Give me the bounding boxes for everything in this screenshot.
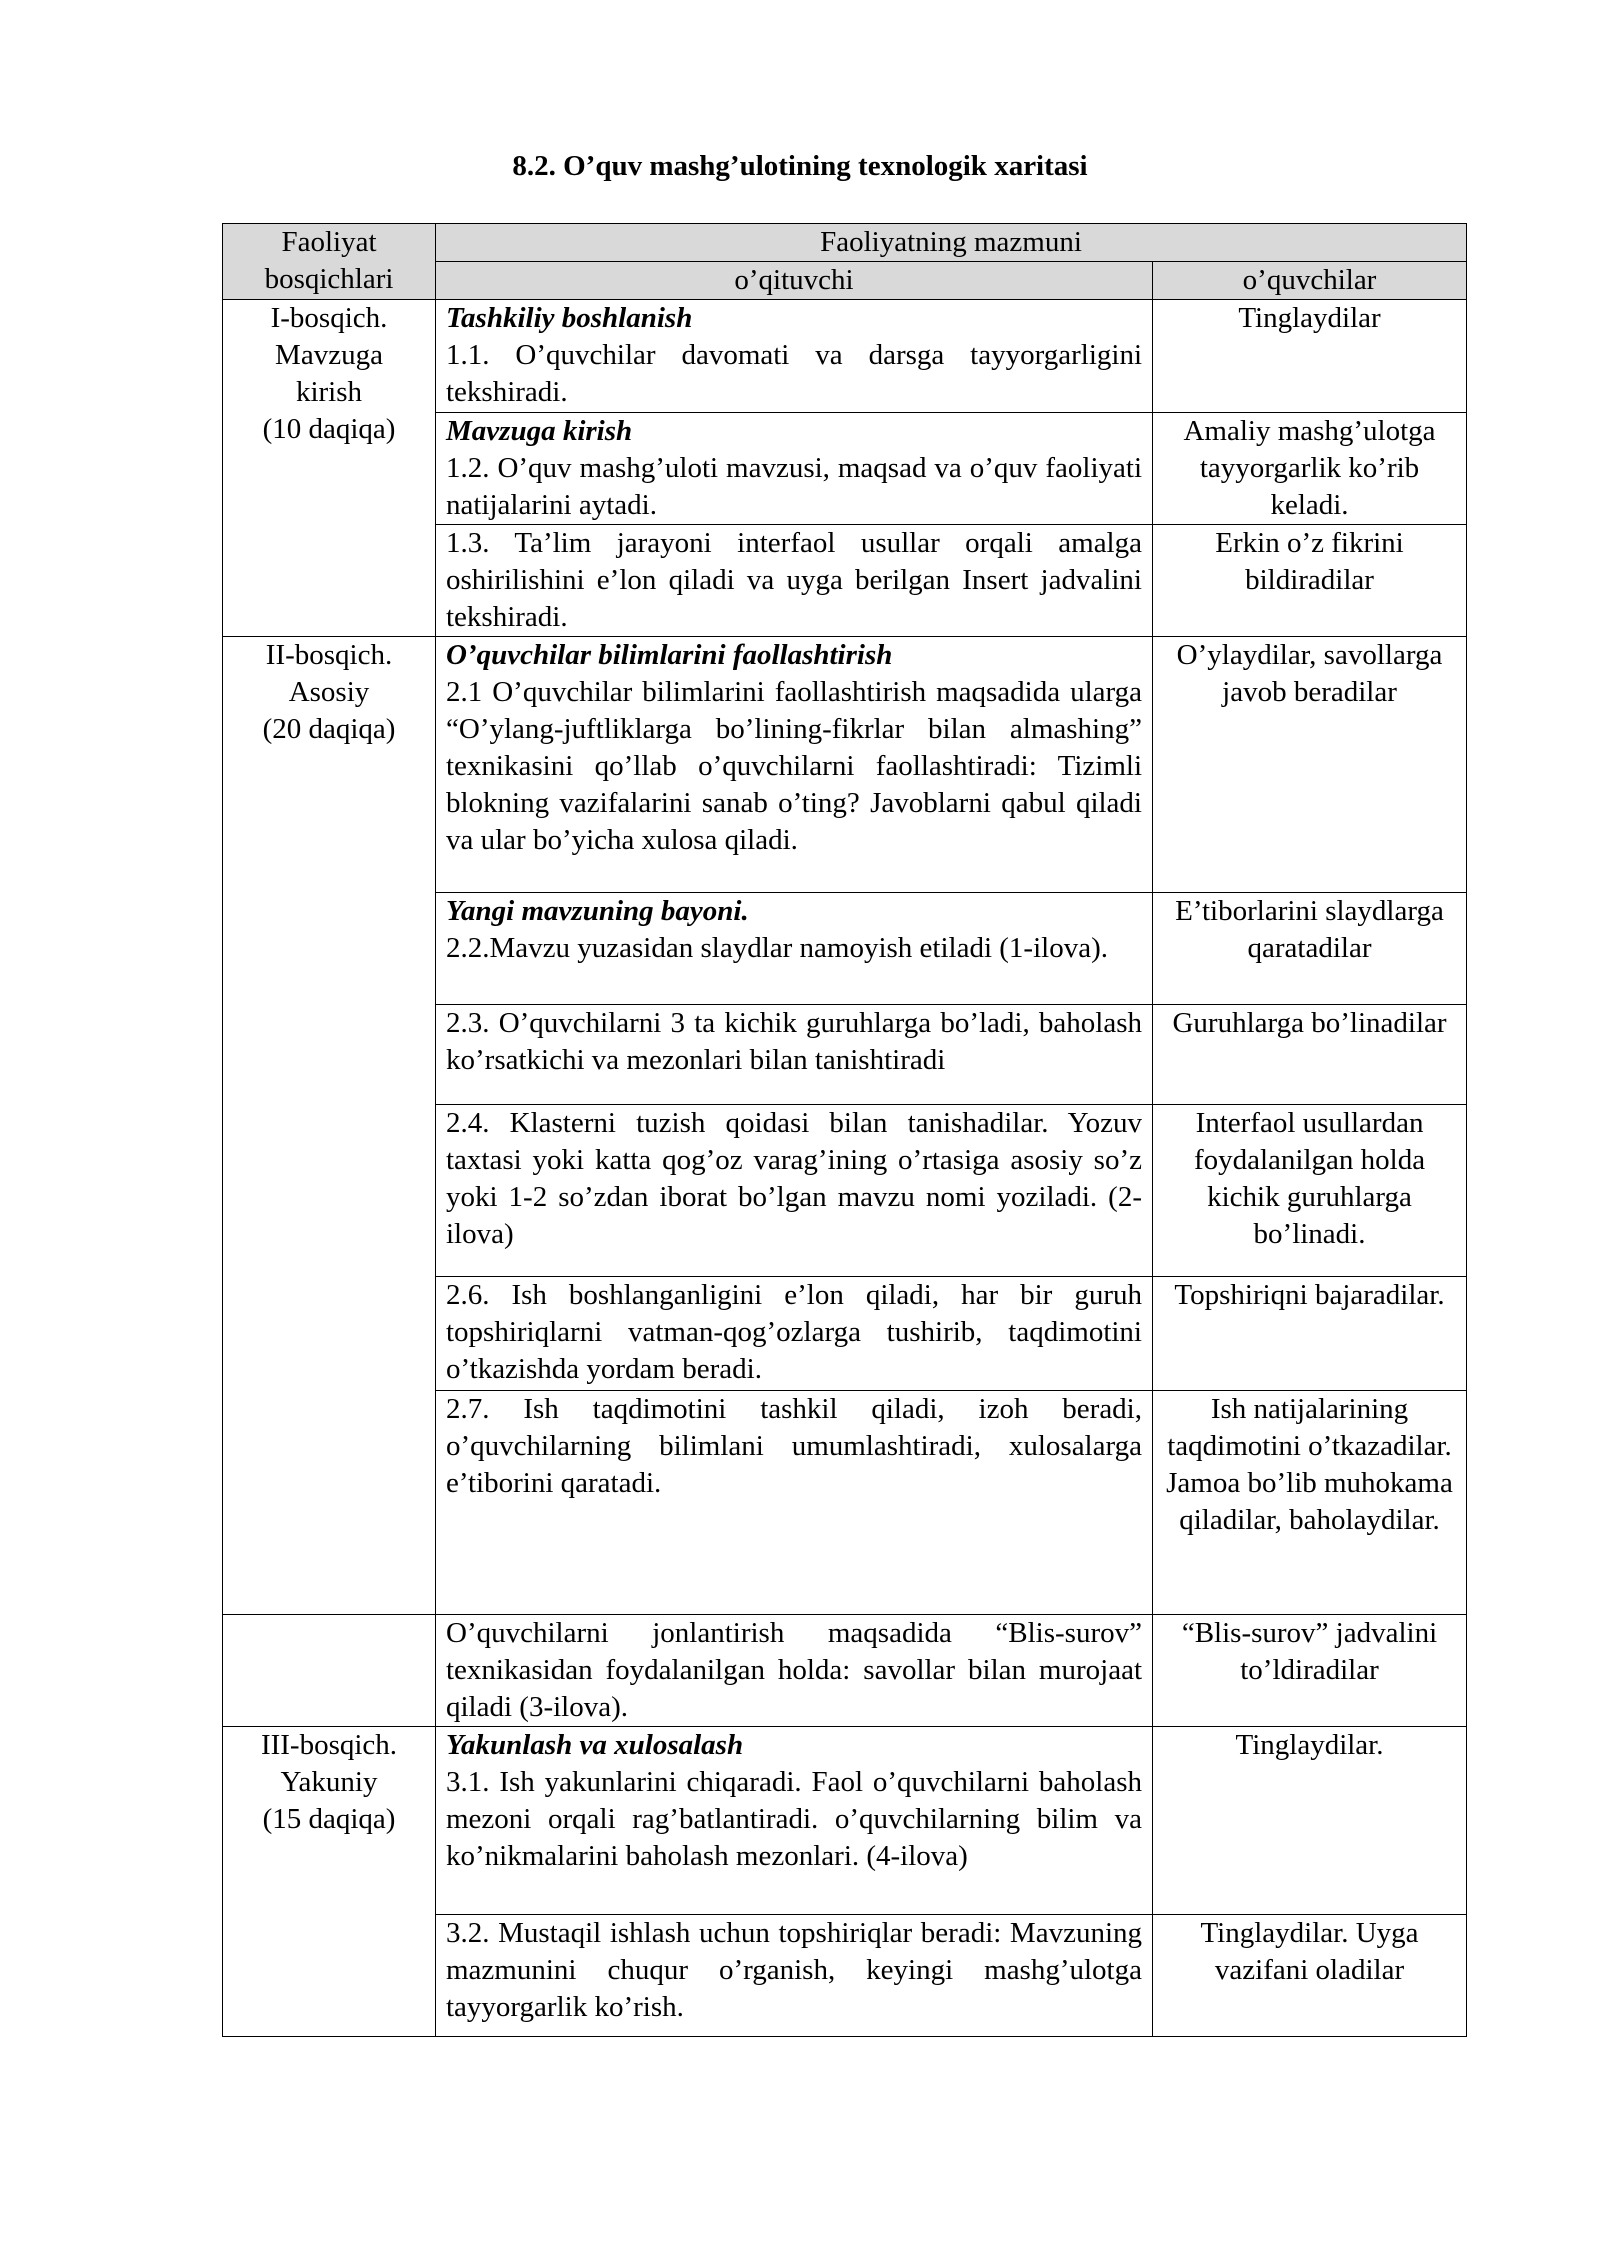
stage-cell-1 [223,300,436,637]
header-row-1 [223,224,1467,262]
pupil-activity-cell: E’tiborlarini slaydlarga qaratadilar [1153,893,1467,1005]
stage-line: (15 daqiqa) [262,1803,396,1835]
header-teacher-cell: o’qituvchi [436,262,1153,300]
teacher-activity-cell [436,1005,1153,1105]
header-pupils-cell: o’quvchilar [1153,262,1467,300]
activity-heading: Yangi mavzuning bayoni. [446,895,749,927]
teacher-activity-cell [436,1727,1153,1915]
header-stages-cell [223,224,436,300]
teacher-activity-cell [436,893,1153,1005]
stage-line: (10 daqiqa) [262,413,396,445]
teacher-activity-cell [436,525,1153,637]
activity-heading: Mavzuga kirish [446,415,633,447]
teacher-activity-cell [436,1391,1153,1615]
teacher-activity-cell [436,1915,1153,2037]
stage-cell-empty [223,1615,436,1727]
technology-map-table [222,223,1467,2037]
activity-text: 3.1. Ish yakunlarini chiqaradi. Faol o’quvchilarni baholash mezoni orqali rag’batlantiradi. o’quvchilarning bilim va ko’nikmalarini baholash mezonlari. (4-ilova) [446,1766,1142,1872]
pupil-activity-cell: Interfaol usullardan foydalanilgan holda kichik guruhlarga bo’linadi. [1153,1105,1467,1277]
stage-line: Mavzuga [275,339,383,371]
pupil-activity-cell: Guruhlarga bo’linadilar [1153,1005,1467,1105]
pupil-activity-cell: O’ylaydilar, savollarga javob beradilar [1153,637,1467,893]
activity-text: 1.1. O’quvchilar davomati va darsga tayyorgarligini tekshiradi. [446,339,1142,408]
activity-text: 2.3. O’quvchilarni 3 ta kichik guruhlarga bo’ladi, baholash ko’rsatkichi va mezonlari bilan tanishtiradi [446,1007,1142,1076]
activity-text: O’quvchilarni jonlantirish maqsadida “Blis-surov” texnikasidan foydalanilgan holda: savollar bilan murojaat qiladi (3-ilova). [446,1617,1142,1723]
activity-text: 2.7. Ish taqdimotini tashkil qiladi, izoh beradi, o’quvchilarning bilimlani umumlashtiradi, xulosalarga e’tiborini qaratadi. [446,1393,1142,1499]
stage-line: II-bosqich. [265,639,393,671]
teacher-activity-cell [436,1105,1153,1277]
pupil-activity-cell: Topshiriqni bajaradilar. [1153,1277,1467,1391]
stage-line: Asosiy [288,676,370,708]
table-row [223,1615,1467,1727]
stage-cell-2 [223,637,436,1615]
document-title: 8.2. O’quv mashg’ulotining texnologik xaritasi [512,150,1088,182]
activity-text: 2.6. Ish boshlanganligini e’lon qiladi, har bir guruh topshiriqlarni vatman-qog’ozlarga tushirib, taqdimotini o’tkazishda yordam beradi. [446,1279,1142,1385]
header-stages-line: bosqichlari [264,263,394,295]
teacher-activity-cell [436,637,1153,893]
table-row [223,300,1467,413]
activity-text: 3.2. Mustaqil ishlash uchun topshiriqlar beradi: Mavzuning mazmunini chuqur o’rganish, keyingi mashg’ulotga tayyorgarlik ko’rish. [446,1917,1142,2023]
stage-cell-3 [223,1727,436,2037]
table-row [223,1727,1467,1915]
activity-text: 2.1 O’quvchilar bilimlarini faollashtirish maqsadida ularga “O’ylang-juftliklarga bo’lining-fikrlar bilan almashing” texnikasini qo’llab o’quvchilarni faollashtiradi: Tizimli blokning vazifalarini sanab o’ting? Javoblarni qabul qiladi va ular bo’yicha xulosa qiladi. [446,676,1142,856]
activity-heading: O’quvchilar bilimlarini faollashtirish [446,639,893,671]
header-content-cell: Faoliyatning mazmuni [436,224,1467,262]
pupil-activity-cell: Erkin o’z fikrini bildiradilar [1153,525,1467,637]
activity-text: 1.3. Ta’lim jarayoni interfaol usullar orqali amalga oshirilishini e’lon qiladi va uyga berilgan Insert jadvalini tekshiradi. [446,527,1142,633]
table-row [223,637,1467,893]
teacher-activity-cell [436,413,1153,525]
stage-line: I-bosqich. [270,302,388,334]
teacher-activity-cell [436,300,1153,413]
activity-text: 1.2. O’quv mashg’uloti mavzusi, maqsad va o’quv faoliyati natijalarini aytadi. [446,452,1142,521]
stage-line: III-bosqich. [260,1729,398,1761]
teacher-activity-cell [436,1615,1153,1727]
teacher-activity-cell [436,1277,1153,1391]
activity-heading: Yakunlash va xulosalash [446,1729,744,1761]
pupil-activity-cell: Tinglaydilar. Uyga vazifani oladilar [1153,1915,1467,2037]
pupil-activity-cell: Tinglaydilar. [1153,1727,1467,1915]
stage-line: kirish [295,376,363,408]
activity-text: 2.4. Klasterni tuzish qoidasi bilan tanishadilar. Yozuv taxtasi yoki katta qog’oz varag’ining o’rtasiga asosiy so’z yoki 1-2 so’zdan iborat bo’lgan mavzu nomi yoziladi. (2-ilova) [446,1107,1142,1250]
pupil-activity-cell: Ish natijalarining taqdimotini o’tkazadilar. Jamoa bo’lib muhokama qiladilar, baholaydilar. [1153,1391,1467,1615]
header-stages-line: Faoliyat [281,226,377,258]
activity-text: 2.2.Mavzu yuzasidan slaydlar namoyish etiladi (1-ilova). [446,932,1108,964]
pupil-activity-cell: Amaliy mashg’ulotga tayyorgarlik ko’rib keladi. [1153,413,1467,525]
stage-line: Yakuniy [280,1766,378,1798]
pupil-activity-cell: Tinglaydilar [1153,300,1467,413]
stage-line: (20 daqiqa) [262,713,396,745]
pupil-activity-cell: “Blis-surov” jadvalini to’ldiradilar [1153,1615,1467,1727]
activity-heading: Tashkiliy boshlanish [446,302,693,334]
